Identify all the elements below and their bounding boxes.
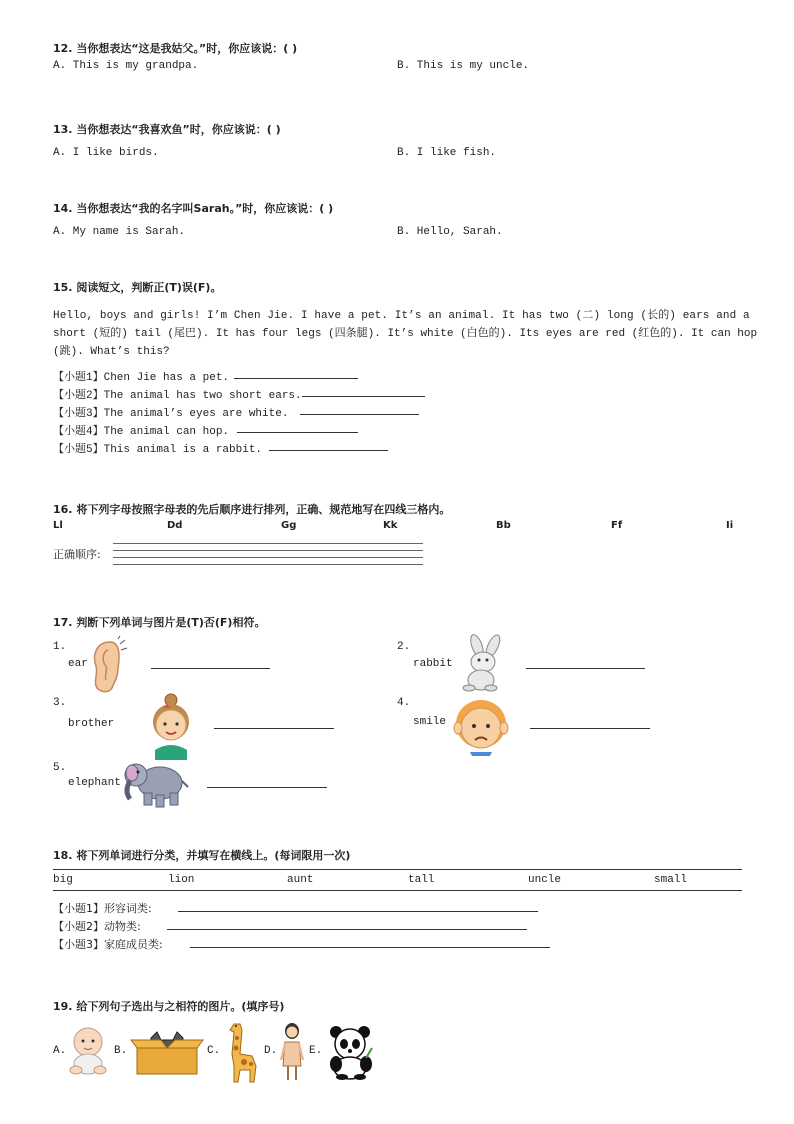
answer-line[interactable] [237, 432, 358, 433]
elephant-icon [122, 757, 188, 809]
item-word-rabbit: rabbit [413, 658, 453, 670]
answer-line[interactable] [269, 450, 388, 451]
subquestion-5: 【小题5】This animal is a rabbit. [53, 444, 263, 456]
giraffe-icon [224, 1020, 262, 1084]
answer-line[interactable] [234, 378, 358, 379]
option-label: A. [53, 1045, 67, 1057]
subquestion-1: 【小题1】Chen Jie has a pet. [53, 372, 230, 384]
girl-icon [145, 692, 197, 760]
passage-line-3: (跳). What’s this? [53, 346, 170, 358]
answer-line[interactable] [178, 911, 538, 912]
word-small: small [654, 874, 688, 886]
option-label: C. [207, 1045, 221, 1057]
subquestion-3: 【小题3】家庭成员类: [53, 938, 163, 951]
panda-icon [326, 1024, 376, 1080]
item-number: 5. [53, 762, 67, 774]
answer-line[interactable] [190, 947, 550, 948]
question-12-stem: 12. 当你想表达“这是我姑父。”时，你应该说：( ) [53, 42, 298, 55]
answer-line[interactable] [167, 929, 527, 930]
question-13-stem: 13. 当你想表达“我喜欢鱼”时，你应该说：( ) [53, 123, 281, 136]
cat-in-box-icon [131, 1030, 203, 1076]
ear-icon [88, 636, 128, 696]
letter-bb: Bb [496, 520, 511, 531]
question-14-option-a[interactable]: A. My name is Sarah. [53, 226, 186, 238]
answer-line[interactable] [214, 728, 334, 729]
item-word-smile: smile [413, 716, 447, 728]
item-word-brother: brother [68, 718, 115, 730]
woman-icon [279, 1022, 305, 1082]
item-number: 2. [397, 641, 411, 653]
subquestion-2: 【小题2】The animal has two short ears. [53, 390, 302, 402]
sad-boy-icon [452, 694, 510, 756]
letter-kk: Kk [383, 520, 398, 531]
word-tall: tall [408, 874, 435, 886]
question-16-stem: 16. 将下列字母按照字母表的先后顺序进行排列，正确、规范地写在四线三格内。 [53, 503, 451, 516]
letter-gg: Gg [281, 520, 297, 531]
order-label: 正确顺序: [53, 548, 101, 561]
four-line-grid[interactable] [113, 543, 423, 567]
question-14-option-b[interactable]: B. Hello, Sarah. [397, 226, 503, 238]
item-word-elephant: elephant [68, 777, 121, 789]
option-label: E. [309, 1045, 323, 1057]
item-number: 1. [53, 641, 67, 653]
letter-dd: Dd [167, 520, 183, 531]
word-lion: lion [168, 874, 195, 886]
answer-line[interactable] [530, 728, 650, 729]
letter-ll: Ll [53, 520, 63, 531]
option-label: D. [264, 1045, 278, 1057]
word-aunt: aunt [287, 874, 314, 886]
letter-ii: Ii [726, 520, 734, 531]
question-15-stem: 15. 阅读短文，判断正(T)误(F)。 [53, 281, 222, 294]
question-13-option-b[interactable]: B. I like fish. [397, 147, 497, 159]
answer-line[interactable] [151, 668, 270, 669]
answer-line[interactable] [207, 787, 327, 788]
option-label: B. [114, 1045, 128, 1057]
question-13-option-a[interactable]: A. I like birds. [53, 147, 159, 159]
word-big: big [53, 874, 73, 886]
word-uncle: uncle [528, 874, 562, 886]
rabbit-icon [455, 634, 509, 692]
question-14-stem: 14. 当你想表达“我的名字叫Sarah。”时，你应该说：( ) [53, 202, 334, 215]
answer-line[interactable] [302, 396, 425, 397]
subquestion-2: 【小题2】动物类: [53, 920, 141, 933]
word-box [53, 869, 742, 891]
question-19-stem: 19. 给下列句子选出与之相符的图片。(填序号) [53, 1000, 285, 1013]
passage-line-2: short (短的) tail (尾巴). It has four legs (四条腿). It’s white (白色的). Its eyes are red (红色的). It can hop [53, 328, 758, 340]
item-word-ear: ear [68, 658, 88, 670]
question-17-stem: 17. 判断下列单词与图片是(T)否(F)相符。 [53, 616, 266, 629]
answer-line[interactable] [300, 414, 419, 415]
answer-line[interactable] [526, 668, 645, 669]
subquestion-4: 【小题4】The animal can hop. [53, 426, 230, 438]
question-12-option-a[interactable]: A. This is my grandpa. [53, 60, 199, 72]
letter-ff: Ff [611, 520, 623, 531]
question-12-option-b[interactable]: B. This is my uncle. [397, 60, 530, 72]
baby-icon [66, 1026, 112, 1076]
question-18-stem: 18. 将下列单词进行分类，并填写在横线上。(每词限用一次) [53, 849, 351, 862]
item-number: 4. [397, 697, 411, 709]
subquestion-1: 【小题1】形容词类: [53, 902, 152, 915]
passage-line-1: Hello, boys and girls! I’m Chen Jie. I have a pet. It’s an animal. It has two (二) long (长的) ears and a [53, 310, 750, 322]
subquestion-3: 【小题3】The animal’s eyes are white. [53, 408, 289, 420]
item-number: 3. [53, 697, 67, 709]
